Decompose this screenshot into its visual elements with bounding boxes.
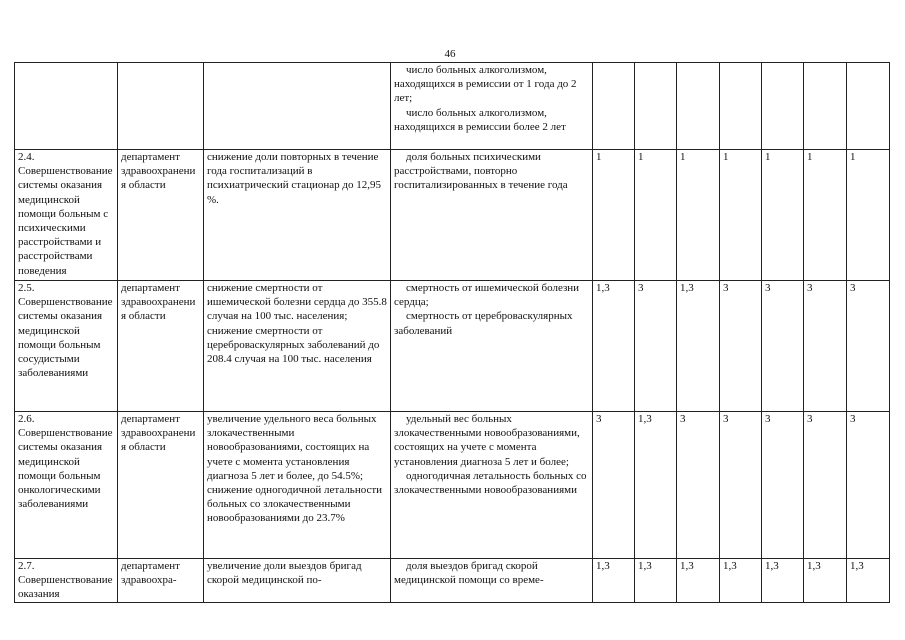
value-cell	[677, 150, 720, 281]
value-cell-text: 1	[765, 151, 771, 163]
executor-cell-text: департамент здравоохранения области	[121, 282, 196, 323]
value-cell	[677, 559, 720, 603]
value-cell	[593, 63, 635, 150]
value-cell	[847, 559, 890, 603]
result-cell	[204, 412, 391, 559]
executor-cell	[118, 412, 204, 559]
value-cell-text: 1,3	[638, 413, 652, 425]
value-cell	[720, 412, 762, 559]
program-measures-table	[14, 62, 890, 603]
value-cell-text: 3	[680, 413, 686, 425]
value-cell	[635, 150, 677, 281]
value-cell-text: 3	[723, 413, 729, 425]
executor-cell-text: департамент здравоохранения области	[121, 413, 196, 454]
value-cell	[593, 412, 635, 559]
value-cell	[762, 150, 804, 281]
value-cell	[593, 281, 635, 412]
value-cell	[635, 412, 677, 559]
value-cell	[847, 281, 890, 412]
value-cell-text: 1,3	[680, 560, 694, 572]
value-cell	[762, 559, 804, 603]
value-cell-text: 3	[723, 282, 729, 294]
value-cell	[762, 281, 804, 412]
result-cell-text: увеличение доли выездов бригад скорой медицинской по-	[207, 560, 362, 587]
value-cell	[635, 63, 677, 150]
value-cell	[847, 412, 890, 559]
result-cell-text: снижение смертности от ишемической болезни сердца до 355.8 случая на 100 тыс. населения; снижение смертности от цереброваскулярных заболеваний до 208.4 случая на 100 тыс. населения	[207, 282, 387, 366]
indicator-text: число больных алкоголизмом, находящихся в ремиссии более 2 лет	[394, 106, 566, 133]
indicator-text: удельный вес больных злокачественными новообразованиями, состоящих на учете с момента установления диагноза 5 лет и более;	[394, 413, 580, 468]
value-cell-text: 1,3	[850, 560, 864, 572]
indicator-cell	[391, 63, 593, 150]
value-cell-text: 1	[807, 151, 813, 163]
value-cell-text: 3	[807, 282, 813, 294]
indicator-text: смертность от цереброваскулярных заболеваний	[394, 310, 573, 337]
value-cell-text: 1,3	[680, 282, 694, 294]
value-cell	[720, 559, 762, 603]
value-cell-text: 1,3	[596, 282, 610, 294]
value-cell	[677, 281, 720, 412]
table-row	[15, 63, 890, 150]
value-cell-text: 3	[638, 282, 644, 294]
executor-cell	[118, 150, 204, 281]
value-cell-text: 1	[680, 151, 686, 163]
value-cell	[593, 559, 635, 603]
value-cell-text: 3	[807, 413, 813, 425]
value-cell	[762, 412, 804, 559]
value-cell	[847, 63, 890, 150]
result-cell-text: снижение доли повторных в течение года госпитализаций в психиатрический стационар до 12,95 %.	[207, 151, 382, 206]
value-cell	[804, 281, 847, 412]
value-cell	[720, 281, 762, 412]
program-cell-text: 2.6. Совершенствование системы оказания медицинской помощи больным онкологическими заболеваниями	[18, 413, 113, 511]
value-cell	[677, 63, 720, 150]
indicator-cell	[391, 281, 593, 412]
executor-cell	[118, 559, 204, 603]
value-cell	[804, 63, 847, 150]
value-cell-text: 1,3	[638, 560, 652, 572]
result-cell	[204, 150, 391, 281]
value-cell-text: 3	[850, 413, 856, 425]
value-cell-text: 3	[850, 282, 856, 294]
page-number: 46	[444, 48, 456, 60]
value-cell-text: 3	[765, 413, 771, 425]
result-cell	[204, 63, 391, 150]
value-cell-text: 1	[850, 151, 856, 163]
value-cell-text: 3	[765, 282, 771, 294]
value-cell	[593, 150, 635, 281]
value-cell	[762, 63, 804, 150]
value-cell	[847, 150, 890, 281]
table-row	[15, 412, 890, 559]
program-cell	[15, 281, 118, 412]
result-cell	[204, 559, 391, 603]
value-cell-text: 1,3	[807, 560, 821, 572]
value-cell-text: 3	[596, 413, 602, 425]
value-cell-text: 1	[723, 151, 729, 163]
indicator-text: число больных алкоголизмом, находящихся в ремиссии от 1 года до 2 лет;	[394, 64, 577, 105]
indicator-cell	[391, 412, 593, 559]
program-cell-text: 2.5. Совершенствование системы оказания медицинской помощи больным сосудистыми заболеваниями	[18, 282, 113, 380]
program-cell	[15, 150, 118, 281]
executor-cell	[118, 281, 204, 412]
value-cell	[804, 559, 847, 603]
table-row	[15, 559, 890, 603]
executor-cell-text: департамент здравоохра-	[121, 560, 180, 587]
indicator-text: доля выездов бригад скорой медицинской помощи со време-	[394, 560, 544, 587]
executor-cell-text: департамент здравоохранения области	[121, 151, 196, 192]
indicator-cell	[391, 559, 593, 603]
result-cell-text: увеличение удельного веса больных злокачественными новообразованиями, состоящих на учете с момента установления диагноза 5 лет и более, до 54.5%; снижение одногодичной летальности больных со злокачественными новообразованиями до 23.7%	[207, 413, 383, 525]
value-cell-text: 1	[638, 151, 644, 163]
value-cell	[804, 412, 847, 559]
value-cell	[804, 150, 847, 281]
value-cell-text: 1,3	[723, 560, 737, 572]
value-cell-text: 1	[596, 151, 602, 163]
table-row	[15, 150, 890, 281]
program-cell	[15, 559, 118, 603]
value-cell	[635, 281, 677, 412]
program-cell	[15, 63, 118, 150]
program-cell	[15, 412, 118, 559]
program-cell-text: 2.7. Совершенствование оказания	[18, 560, 113, 601]
value-cell-text: 1,3	[596, 560, 610, 572]
table-row	[15, 281, 890, 412]
value-cell	[720, 63, 762, 150]
program-cell-text: 2.4. Совершенствование системы оказания медицинской помощи больным с психическими расстройствами и расстройствами поведения	[18, 151, 113, 277]
indicator-text: одногодичная летальность больных со злокачественными новообразованиями	[394, 469, 587, 497]
indicator-text: доля больных психическими расстройствами, повторно госпитализированных в течение года	[394, 151, 568, 192]
value-cell	[720, 150, 762, 281]
value-cell-text: 1,3	[765, 560, 779, 572]
indicator-text: смертность от ишемической болезни сердца;	[394, 282, 580, 309]
result-cell	[204, 281, 391, 412]
executor-cell	[118, 63, 204, 150]
value-cell	[677, 412, 720, 559]
indicator-cell	[391, 150, 593, 281]
value-cell	[635, 559, 677, 603]
